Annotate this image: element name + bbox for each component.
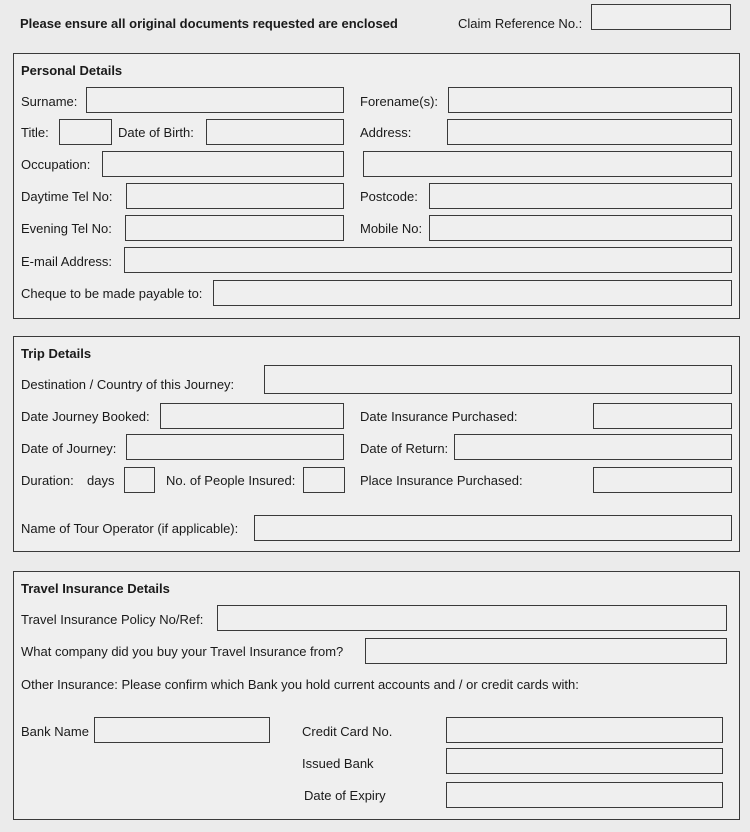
postcode-label: Postcode: bbox=[360, 189, 418, 204]
trip-details-title: Trip Details bbox=[21, 346, 92, 361]
credit-card-label: Credit Card No. bbox=[302, 724, 393, 739]
credit-card-input[interactable] bbox=[446, 717, 723, 743]
forenames-label: Forename(s): bbox=[360, 94, 439, 109]
date-of-journey-input[interactable] bbox=[126, 434, 344, 460]
date-of-return-input[interactable] bbox=[454, 434, 732, 460]
email-input[interactable] bbox=[124, 247, 732, 273]
occupation-input[interactable] bbox=[102, 151, 344, 177]
trip-details-section bbox=[13, 336, 740, 552]
cheque-payable-input[interactable] bbox=[213, 280, 732, 306]
surname-label: Surname: bbox=[21, 94, 78, 109]
email-label: E-mail Address: bbox=[21, 254, 113, 269]
date-of-journey-label: Date of Journey: bbox=[21, 441, 117, 456]
personal-details-title: Personal Details bbox=[21, 63, 123, 78]
people-insured-label: No. of People Insured: bbox=[166, 473, 296, 488]
personal-details-section bbox=[13, 53, 740, 319]
evening-tel-input[interactable] bbox=[125, 215, 344, 241]
insurance-company-input[interactable] bbox=[365, 638, 727, 664]
issued-bank-input[interactable] bbox=[446, 748, 723, 774]
date-insurance-purchased-label: Date Insurance Purchased: bbox=[360, 409, 518, 424]
date-of-birth-label: Date of Birth: bbox=[118, 125, 194, 140]
policy-number-label: Travel Insurance Policy No/Ref: bbox=[21, 612, 204, 627]
insurance-company-label: What company did you buy your Travel Insurance from? bbox=[21, 644, 344, 659]
destination-input[interactable] bbox=[264, 365, 732, 394]
date-of-return-label: Date of Return: bbox=[360, 441, 449, 456]
claim-reference-input[interactable] bbox=[591, 4, 731, 30]
issued-bank-label: Issued Bank bbox=[302, 756, 374, 771]
claim-reference-label: Claim Reference No.: bbox=[458, 16, 583, 31]
bank-name-label: Bank Name bbox=[21, 724, 89, 739]
date-booked-input[interactable] bbox=[160, 403, 344, 429]
date-of-expiry-label: Date of Expiry bbox=[304, 788, 386, 803]
days-label: days bbox=[87, 473, 115, 488]
daytime-tel-input[interactable] bbox=[126, 183, 344, 209]
title-input[interactable] bbox=[59, 119, 112, 145]
date-of-expiry-input[interactable] bbox=[446, 782, 723, 808]
postcode-input[interactable] bbox=[429, 183, 732, 209]
date-of-birth-input[interactable] bbox=[206, 119, 344, 145]
duration-input[interactable] bbox=[124, 467, 155, 493]
travel-insurance-section bbox=[13, 571, 740, 820]
people-insured-input[interactable] bbox=[303, 467, 345, 493]
forenames-input[interactable] bbox=[448, 87, 732, 113]
documents-notice: Please ensure all original documents requested are enclosed bbox=[20, 16, 398, 31]
mobile-label: Mobile No: bbox=[360, 221, 423, 236]
tour-operator-input[interactable] bbox=[254, 515, 732, 541]
evening-tel-label: Evening Tel No: bbox=[21, 221, 112, 236]
address-line1-input[interactable] bbox=[447, 119, 732, 145]
cheque-payable-label: Cheque to be made payable to: bbox=[21, 286, 203, 301]
place-insurance-purchased-input[interactable] bbox=[593, 467, 732, 493]
policy-number-input[interactable] bbox=[217, 605, 727, 631]
place-insurance-purchased-label: Place Insurance Purchased: bbox=[360, 473, 523, 488]
address-line2-input[interactable] bbox=[363, 151, 732, 177]
tour-operator-label: Name of Tour Operator (if applicable): bbox=[21, 521, 239, 536]
date-booked-label: Date Journey Booked: bbox=[21, 409, 150, 424]
travel-insurance-title: Travel Insurance Details bbox=[21, 581, 170, 596]
date-insurance-purchased-input[interactable] bbox=[593, 403, 732, 429]
address-label: Address: bbox=[360, 125, 412, 140]
destination-label: Destination / Country of this Journey: bbox=[21, 377, 235, 392]
surname-input[interactable] bbox=[86, 87, 344, 113]
other-insurance-label: Other Insurance: Please confirm which Bank you hold current accounts and / or credit cards with: bbox=[21, 677, 579, 692]
mobile-input[interactable] bbox=[429, 215, 732, 241]
duration-label: Duration: bbox=[21, 473, 74, 488]
bank-name-input[interactable] bbox=[94, 717, 270, 743]
title-label: Title: bbox=[21, 125, 49, 140]
daytime-tel-label: Daytime Tel No: bbox=[21, 189, 113, 204]
occupation-label: Occupation: bbox=[21, 157, 91, 172]
